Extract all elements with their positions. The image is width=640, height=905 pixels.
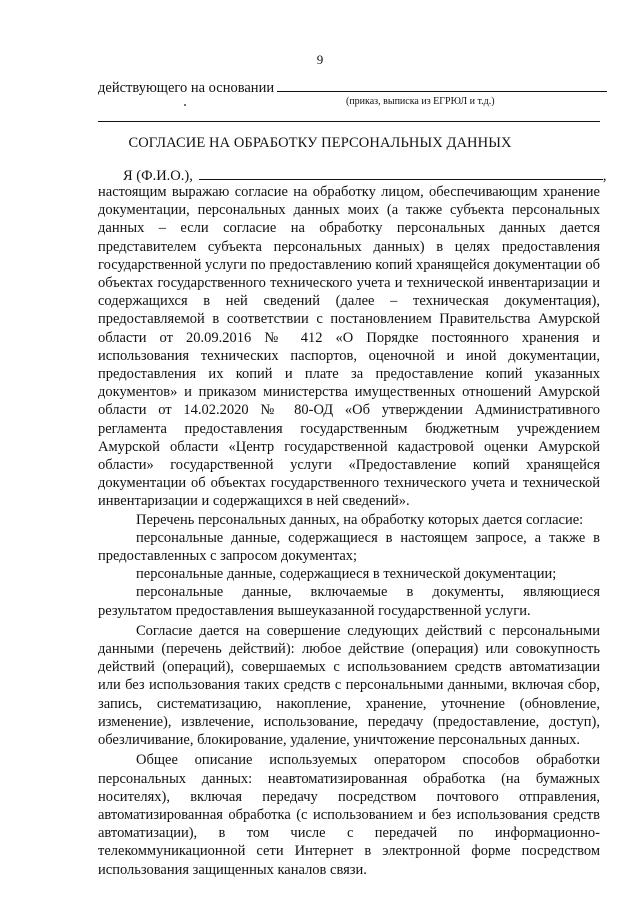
document-body — [98, 183, 600, 879]
horizontal-rule — [98, 121, 600, 122]
basis-label: действующего на основании — [98, 80, 275, 96]
page-number: 9 — [316, 52, 324, 67]
fio-label: Я (Ф.И.О.), — [123, 168, 193, 184]
actions-paragraph: Согласие дается на совершение следующих действий с персональными данными (перечень действий): любое действие (операция) или совокупность действий (операций), совершаемых с использованием средств автоматизации или без использования таких средств с персональными данными, включая сбор, запись, систематизацию, накопление, хранение, уточнение (обновление, изменение), извлечение, использование, передачу (предоставление, доступ), обезличивание, блокирование, удаление, уничтожение персональных данных. — [98, 622, 600, 749]
data-list-item: персональные данные, включаемые в документы, являющиеся результатом предоставления вышеуказанной государственной услуги. — [98, 584, 600, 619]
fio-end: , — [602, 168, 607, 184]
document-title: СОГЛАСИЕ НА ОБРАБОТКУ ПЕРСОНАЛЬНЫХ ДАННЫХ — [128, 135, 512, 151]
fio-fill-line — [199, 166, 603, 180]
data-list-item: персональные данные, содержащиеся в технической документации; — [136, 566, 557, 583]
scan-dot — [184, 104, 186, 106]
data-list-item: персональные данные, содержащиеся в настоящем запросе, а также в предоставленных с запросом документах; — [98, 529, 600, 565]
processing-methods-paragraph: Общее описание используемых оператором способов обработки персональных данных: неавтоматизированная обработка (на бумажных носителях), включая передачу посредством почтового отправления, автоматизированная обработка (с использованием и без использования средств автоматизации), в том числе с передачей по информационно-телекоммуникационной сети Интернет в электронной форме посредством использования защищенных каналов связи. — [98, 752, 600, 878]
consent-paragraph: настоящим выражаю согласие на обработку лицом, обеспечивающим хранение документации, персональных данных моих (а также субъекта персональных данных – если согласие на обработку персональных данных дается представителем субъекта персональных данных) в целях предоставления государственной услуги по предоставлению копий хранящейся документации об объектах государственного технического учета и технической инвентаризации и содержащихся в ней сведений (далее – техническая документация), предоставляемой в соответствии с постановлением Правительства Амурской области от 20.09.2016 № 412 «О Порядке постоянного хранения и использования технических паспортов, оценочной и иной документации, предоставления их копий и плате за предоставление копий указанных документов» и приказом министерства имущественных отношений Амурской области от 14.02.2020 № 80-ОД «Об утверждении Административного регламента предоставления государственным бюджетным учреждением Амурской области «Центр государственной кадастровой оценки Амурской области» государственной услуги «Предоставление копий хранящейся документации об объектах государственного технического учета и технической инвентаризации и содержащихся в ней сведений». — [98, 184, 600, 510]
data-list-intro: Перечень персональных данных, на обработку которых дается согласие: — [136, 511, 584, 528]
basis-fill-line — [277, 78, 607, 92]
basis-row — [98, 78, 600, 97]
basis-hint: (приказ, выписка из ЕГРЮЛ и т.д.) — [346, 96, 495, 107]
